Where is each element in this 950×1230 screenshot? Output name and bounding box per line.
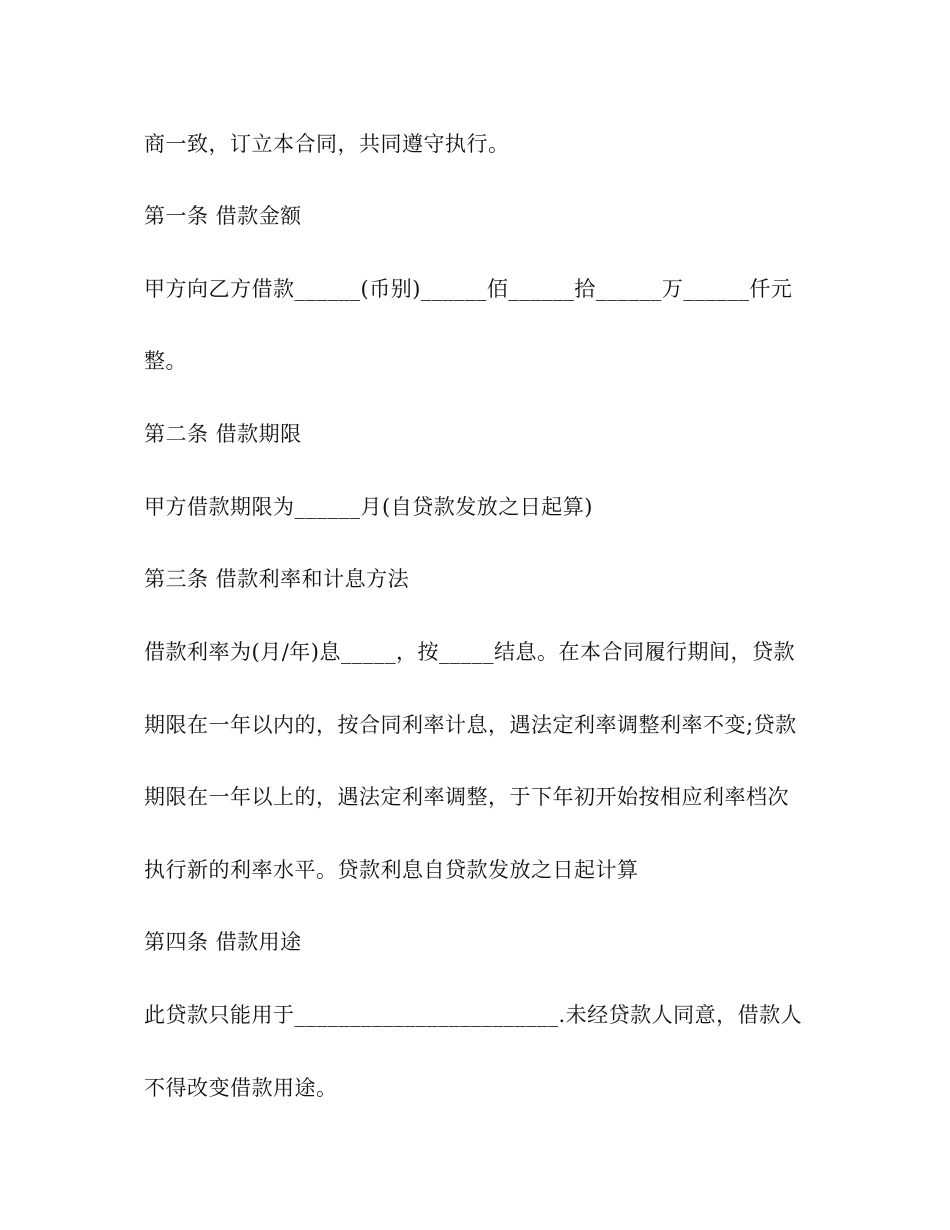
contract-text-line: 甲方向乙方借款______(币别)______佰______拾______万______仟元	[144, 277, 793, 301]
contract-text-line: 期限在一年以上的，遇法定利率调整，于下年初开始按相应利率档次	[144, 785, 789, 809]
contract-text-line: 期限在一年以内的，按合同利率计息，遇法定利率调整利率不变;贷款	[144, 713, 797, 737]
article-heading: 第四条 借款用途	[144, 930, 302, 954]
contract-text-line: 此贷款只能用于________________________.未经贷款人同意，借款人	[144, 1003, 803, 1027]
contract-text-line: 甲方借款期限为______月(自贷款发放之日起算)	[144, 495, 593, 519]
contract-text-line: 执行新的利率水平。贷款利息自贷款发放之日起计算	[144, 858, 639, 882]
contract-text-line: 不得改变借款用途。	[144, 1076, 338, 1100]
contract-text-line: 商一致，订立本合同，共同遵守执行。	[144, 132, 510, 156]
article-heading: 第三条 借款利率和计息方法	[144, 567, 410, 591]
article-heading: 第二条 借款期限	[144, 422, 302, 446]
contract-text-line: 借款利率为(月/年)息_____，按_____结息。在本合同履行期间，贷款	[144, 640, 795, 664]
article-heading: 第一条 借款金额	[144, 204, 302, 228]
contract-text-line: 整。	[144, 349, 187, 373]
